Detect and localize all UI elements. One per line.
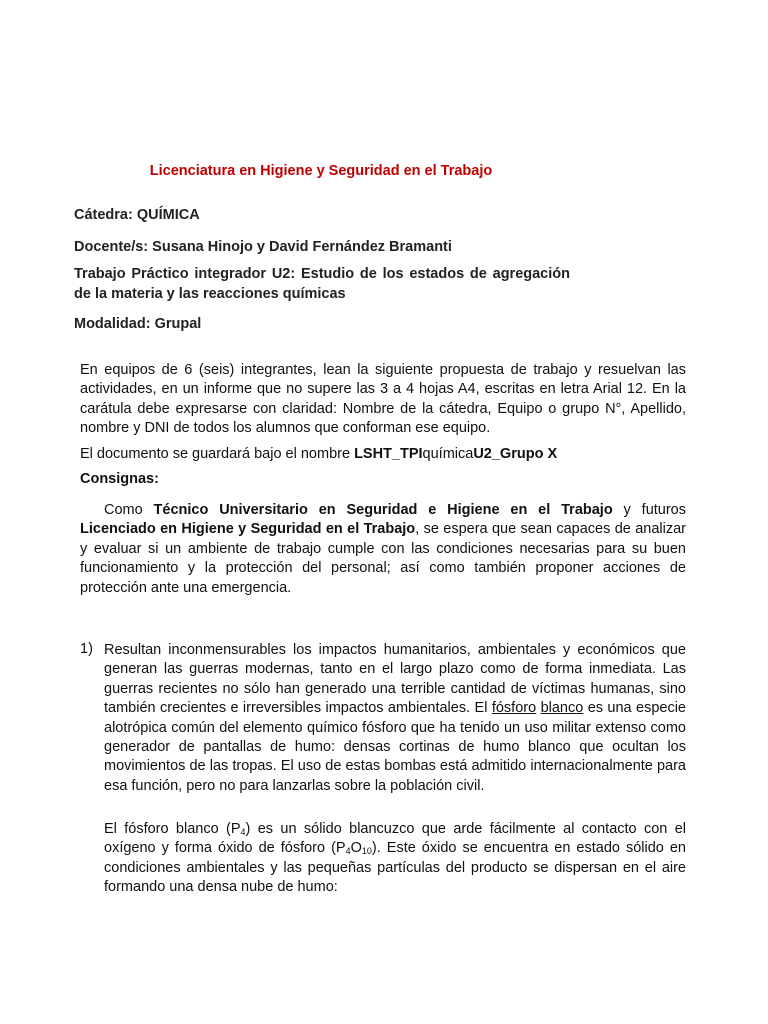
como-text-1: Como [104, 502, 154, 518]
item1-paragraph-1 [104, 641, 686, 796]
subscript-4b: 4 [345, 846, 351, 857]
subscript-4a: 4 [240, 827, 246, 837]
modalidad-line [74, 316, 570, 332]
docentes-label: Docente/s: [74, 239, 149, 255]
como-paragraph [80, 501, 686, 598]
document-name-line [80, 445, 686, 464]
como-text-3: , se espera que sean capaces de analizar y evaluar si un ambiente de trabajo cumple con las condiciones necesarias para su buen funcionamiento y la protección del personal; así como también proponer acciones de protección ante una emergencia. [80, 521, 686, 596]
catedra-label: Cátedra: [74, 207, 133, 223]
document-name-part-a: LSHT_TPI [354, 446, 423, 462]
document-title: Licenciatura en Higiene y Seguridad en el Trabajo [149, 163, 493, 179]
document-name-prefix: El documento se guardará bajo el nombre [80, 446, 355, 462]
blanco-link[interactable]: blanco [540, 700, 584, 717]
document-name-part-c: U2_Grupo X [473, 446, 558, 462]
item1-text-b: es una especie alotrópica común del elemento químico fósforo que ha tenido un uso militar extenso como generador de pantallas de humo: densas cortinas de humo blanco que ocultan los movimientos de las tropas. El uso de estas bombas está admitido internacionalmente para esa función, pero no para lanzarlas sobre la población civil. [104, 700, 686, 794]
item1-p2-b: ) es un sólido blancuzco que arde fácilmente al contacto con el oxígeno y forma óxido de fósforo (P [104, 821, 686, 857]
item1-text-a: Resultan inconmensurables los impactos humanitarios, ambientales y económicos que generan las guerras modernas, tanto en el largo plazo como de forma inmediata. Las guerras recientes no sólo han generado una terrible cantidad de víctimas humanas, sino también crecientes e irreversibles impactos ambientales. El [104, 642, 686, 717]
item1-p2-c: O [350, 840, 362, 857]
item-number: 1) [80, 641, 93, 657]
trabajo-title: Trabajo Práctico integrador U2: Estudio de los estados de agregación de la materia y las reacciones químicas [74, 266, 570, 302]
fosforo-link[interactable]: fósforo [491, 700, 537, 717]
item1-p2-d: ). Este óxido se encuentra en estado sólido en condiciones ambientales y las pequeñas partículas del producto se dispersan en el aire formando una densa nube de humo: [104, 840, 686, 896]
document-name-part-b: química [422, 446, 474, 462]
modalidad-value: Grupal [154, 316, 202, 332]
subscript-10: 10 [361, 846, 372, 857]
intro-paragraph: En equipos de 6 (seis) integrantes, lean la siguiente propuesta de trabajo y resuelvan las actividades, en un informe que no supere las 3 a 4 hojas A4, escritas en letra Arial 12. En la carátula debe expresarse con claridad: Nombre de la cátedra, Equipo o grupo N°, Apellido, nombre y DNI de todos los alumnos que conforman ese equipo. [80, 362, 686, 437]
modalidad-label: Modalidad: [74, 316, 151, 332]
docentes-line [74, 239, 570, 255]
como-bold-2: Licenciado en Higiene y Seguridad en el Trabajo [80, 521, 416, 538]
como-bold-1: Técnico Universitario en Seguridad e Higiene en el Trabajo [153, 502, 613, 518]
item1-p2-a: El fósforo blanco (P [104, 821, 241, 837]
docentes-value: Susana Hinojo y David Fernández Bramanti [152, 239, 452, 255]
catedra-line [74, 207, 570, 223]
consignas-heading: Consignas: [80, 471, 159, 487]
item1-paragraph-2 [104, 820, 686, 898]
catedra-value: QUÍMICA [136, 207, 200, 223]
como-text-2: y futuros [612, 502, 686, 518]
